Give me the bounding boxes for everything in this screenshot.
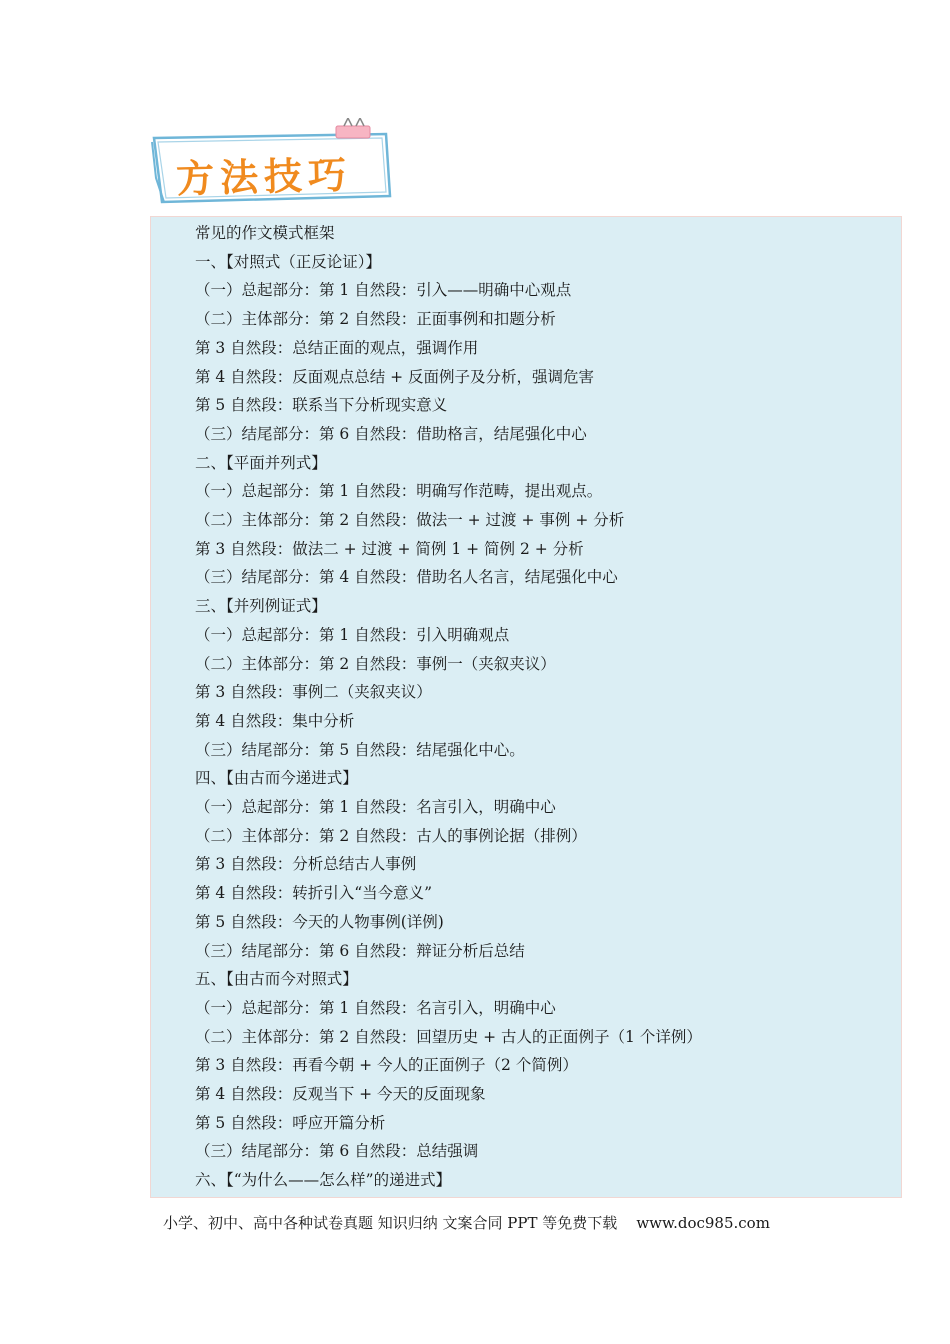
content-line: 三、【并列例证式】 [195,597,327,616]
content-line: （二）主体部分：第 2 自然段：回望历史 + 古人的正面例子（1 个详例） [195,1027,702,1046]
content-line: （三）结尾部分：第 6 自然段：借助格言，结尾强化中心 [195,424,587,443]
content-line: （二）主体部分：第 2 自然段：事例一（夹叙夹议） [195,654,556,673]
content-line: （三）结尾部分：第 5 自然段：结尾强化中心。 [195,740,525,759]
content-line: 一、【对照式（正反论证）】 [195,252,382,271]
content-line: 第 3 自然段：分析总结古人事例 [195,855,417,874]
content-line: 第 5 自然段：联系当下分析现实意义 [195,396,448,415]
footer-text: 小学、初中、高中各种试卷真题 知识归纳 文案合同 PPT 等免费下载 www.doc985.com [163,1214,770,1232]
content-line: 四、【由古而今递进式】 [195,769,358,788]
content-line: （一）总起部分：第 1 自然段：明确写作范畴，提出观点。 [195,482,603,501]
banner-title: 方法技巧 [175,152,353,202]
content-line: （二）主体部分：第 2 自然段：正面事例和扣题分析 [195,310,556,329]
content-line: （二）主体部分：第 2 自然段：古人的事例论据（排例） [195,826,587,845]
content-line: （一）总起部分：第 1 自然段：引入明确观点 [195,625,510,644]
content-line: （二）主体部分：第 2 自然段：做法一 + 过渡 + 事例 + 分析 [195,511,625,529]
content-line: （一）总起部分：第 1 自然段：名言引入，明确中心 [195,998,556,1017]
content-line: 第 3 自然段：总结正面的观点，强调作用 [195,338,479,357]
content-line: 第 4 自然段：转折引入“当今意义” [195,884,433,903]
content-line: 第 4 自然段：反观当下 + 今天的反面现象 [195,1085,486,1103]
content-line: 第 5 自然段：今天的人物事例(详例) [195,912,444,931]
content-line: 第 4 自然段：反面观点总结 + 反面例子及分析，强调危害 [195,367,595,386]
content-line: 第 3 自然段：事例二（夹叙夹议） [195,683,432,702]
content-line: 二、【平面并列式】 [195,453,327,472]
content-box [150,216,902,1198]
content-line: （一）总起部分：第 1 自然段：引入——明确中心观点 [195,281,572,300]
content-line: 五、【由古而今对照式】 [195,970,358,989]
content-line: 第 3 自然段：再看今朝 + 今人的正面例子（2 个简例） [195,1056,578,1075]
content-line: （三）结尾部分：第 6 自然段：辩证分析后总结 [195,941,525,960]
content-line: 六、【“为什么——怎么样”的递进式】 [195,1171,452,1190]
section-header-banner [150,118,394,208]
content-line: 常见的作文模式框架 [195,224,335,242]
content-line: （一）总起部分：第 1 自然段：名言引入，明确中心 [195,798,556,816]
content-line: 第 4 自然段：集中分析 [195,711,355,730]
content-line: 第 3 自然段：做法二 + 过渡 + 简例 1 + 简例 2 + 分析 [195,539,584,558]
content-line: 第 5 自然段：呼应开篇分析 [195,1113,386,1132]
content-line: （三）结尾部分：第 6 自然段：总结强调 [195,1142,479,1161]
content-line: （三）结尾部分：第 4 自然段：借助名人名言，结尾强化中心 [195,568,618,587]
